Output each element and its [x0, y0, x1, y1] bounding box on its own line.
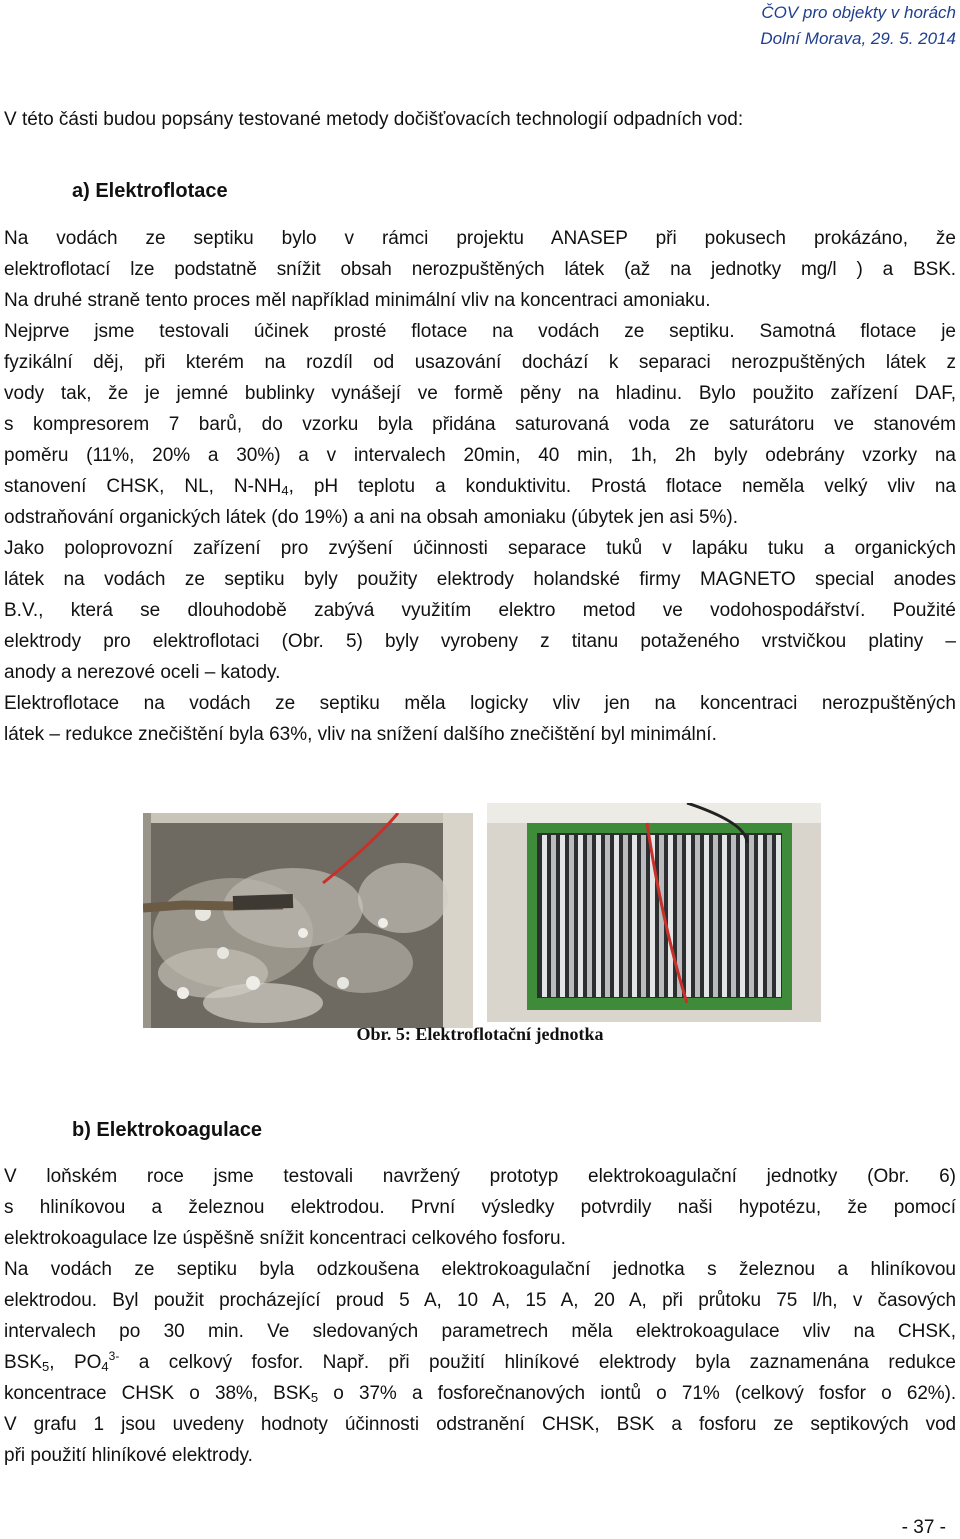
foam-tank-photo: [143, 813, 473, 1028]
section-a-line-12: látek na vodách ze septiku byly použity elektrody holandské firmy MAGNETO special anodes: [4, 569, 956, 590]
section-b-line-4: Na vodách ze septiku byla odzkoušena elektrokoagulační jednotka s železnou a hliníkovou: [4, 1259, 956, 1280]
section-a-line-8: poměru (11%, 20% a 30%) a v intervalech 20min, 40 min, 1h, 2h byly odebrány vzorky na: [4, 445, 956, 466]
text-run: , pH teplotu a konduktivitu. Prostá flotace neměla velký vliv na: [288, 476, 956, 497]
electrode-bar: [596, 835, 601, 997]
subscript: 5: [42, 1359, 50, 1374]
superscript: 3-: [108, 1349, 120, 1363]
section-b-line-8: [4, 1378, 956, 1409]
electrode-bar: [632, 835, 637, 997]
section-a-line-7: s kompresorem 7 barů, do vzorku byla přidána saturovaná voda ze saturátoru ve stanovém: [4, 414, 956, 435]
section-b-line-1: V loňském roce jsme testovali navržený prototyp elektrokoagulační jednotky (Obr. 6): [4, 1166, 956, 1187]
electrode-bar: [749, 835, 754, 997]
section-b-line-9: V grafu 1 jsou uvedeny hodnoty účinnosti odstranění CHSK, BSK a fosforu ze septikových vod: [4, 1414, 956, 1435]
subscript: 5: [310, 1390, 319, 1405]
electrode-bar: [686, 835, 691, 997]
section-a-line-16: Elektroflotace na vodách ze septiku měla logicky vliv jen na koncentraci nerozpuštěných: [4, 693, 956, 714]
section-a-line-10: odstraňování organických látek (do 19%) a ani na obsah amoniaku (úbytek jen asi 5%).: [4, 507, 739, 528]
section-b-line-3: elektrokoagulace lze úspěšně snížit koncentraci celkového fosforu.: [4, 1228, 566, 1249]
section-a-line-4: Nejprve jsme testovali účinek prosté flotace na vodách ze septiku. Samotná flotace je: [4, 321, 956, 342]
electrode-bar: [641, 835, 646, 997]
subscript: 4: [101, 1359, 109, 1374]
section-a-line-5: fyzikální děj, při kterém na rozdíl od usazování dochází k separaci nerozpuštěných látek z: [4, 352, 956, 373]
section-b-line-10: při použití hliníkové elektrody.: [4, 1445, 253, 1466]
electrode-bar: [614, 835, 619, 997]
foam-tank-illustration: [143, 813, 473, 1028]
electrode-bar: [560, 835, 565, 997]
section-b-heading: b) Elektrokoagulace: [72, 1119, 263, 1141]
figure-caption: Obr. 5: Elektroflotační jednotka: [356, 1024, 604, 1044]
section-b-line-2: s hliníkovou a železnou elektrodou. První výsledky potvrdily naši hypotézu, že pomocí: [4, 1197, 956, 1218]
electrode-bar: [569, 835, 574, 997]
section-a-line-3: Na druhé straně tento proces měl například minimální vliv na koncentraci amoniaku.: [4, 290, 711, 311]
electrode-bar: [731, 835, 736, 997]
section-a-line-9: [4, 471, 956, 502]
text-run: stanovení CHSK, NL, N-NH: [4, 476, 282, 497]
electrode-bar: [587, 835, 592, 997]
text-run: BSK: [4, 1352, 43, 1373]
text-run: o 37% a fosforečnanových iontů o 71% (celkový fosfor o 62%).: [318, 1383, 956, 1404]
electrode-bar: [713, 835, 718, 997]
section-a-line-17: látek – redukce znečištění byla 63%, vliv na snížení dalšího znečištění byl minimální.: [4, 724, 717, 745]
electrode-bar: [776, 835, 781, 997]
document-header: [760, 0, 956, 52]
electrode-bar: [668, 835, 673, 997]
section-a-line-15: anody a nerezové oceli – katody.: [4, 662, 281, 683]
electrode-bar: [758, 835, 763, 997]
section-a-line-6: vody tak, že je jemné bublinky vynášejí ve formě pěny na hladinu. Bylo použito zařízení DAF,: [4, 383, 956, 404]
electrode-bar: [722, 835, 727, 997]
text-run: , PO: [49, 1352, 102, 1373]
electrode-bar: [605, 835, 610, 997]
header-title: ČOV pro objekty v horách: [761, 3, 956, 22]
electrode-bar: [623, 835, 628, 997]
electrode-bar: [704, 835, 709, 997]
text-run: a celkový fosfor. Např. při použití hliníkové elektrody byla zaznamenána redukce: [119, 1352, 956, 1373]
electrode-bar: [740, 835, 745, 997]
electrode-grid-illustration: [487, 803, 821, 1022]
section-b-line-5: elektrodou. Byl použit procházející proud 5 A, 10 A, 15 A, 20 A, při průtoku 75 l/h, v časových: [4, 1290, 956, 1311]
text-run: koncentrace CHSK o 38%, BSK: [4, 1383, 311, 1404]
section-a-line-13: B.V., která se dlouhodobě zabývá využitím elektro metod ve vodohospodářství. Použité: [4, 600, 956, 621]
electrode-bar: [695, 835, 700, 997]
section-a-heading: a) Elektroflotace: [72, 180, 228, 202]
header-date: Dolní Morava, 29. 5. 2014: [760, 29, 956, 48]
intro-text: V této části budou popsány testované metody dočišťovacích technologií odpadních vod:: [4, 109, 744, 130]
section-a-line-14: elektrody pro elektroflotaci (Obr. 5) byly vyrobeny z titanu potaženého vrstvičkou platiny –: [4, 631, 956, 652]
electrode-bar: [551, 835, 556, 997]
section-a-line-2: elektroflotací lze podstatně snížit obsah nerozpuštěných látek (až na jednotky mg/l ) a BSK.: [4, 259, 956, 280]
section-a-line-1: Na vodách ze septiku bylo v rámci projektu ANASEP při pokusech prokázáno, že: [4, 228, 956, 249]
section-a-line-11: Jako poloprovozní zařízení pro zvýšení účinnosti separace tuků v lapáku tuku a organických: [4, 538, 956, 559]
electrode-bar: [542, 835, 547, 997]
section-b-line-7: [4, 1347, 956, 1378]
section-b-line-6: intervalech po 30 min. Ve sledovaných parametrech měla elektrokoagulace vliv na CHSK,: [4, 1321, 956, 1342]
electrode-bar: [767, 835, 772, 997]
electrode-bar: [578, 835, 583, 997]
subscript: 4: [281, 483, 289, 498]
electrode-unit-photo: [487, 803, 821, 1022]
page-number: - 37 -: [901, 1517, 946, 1538]
